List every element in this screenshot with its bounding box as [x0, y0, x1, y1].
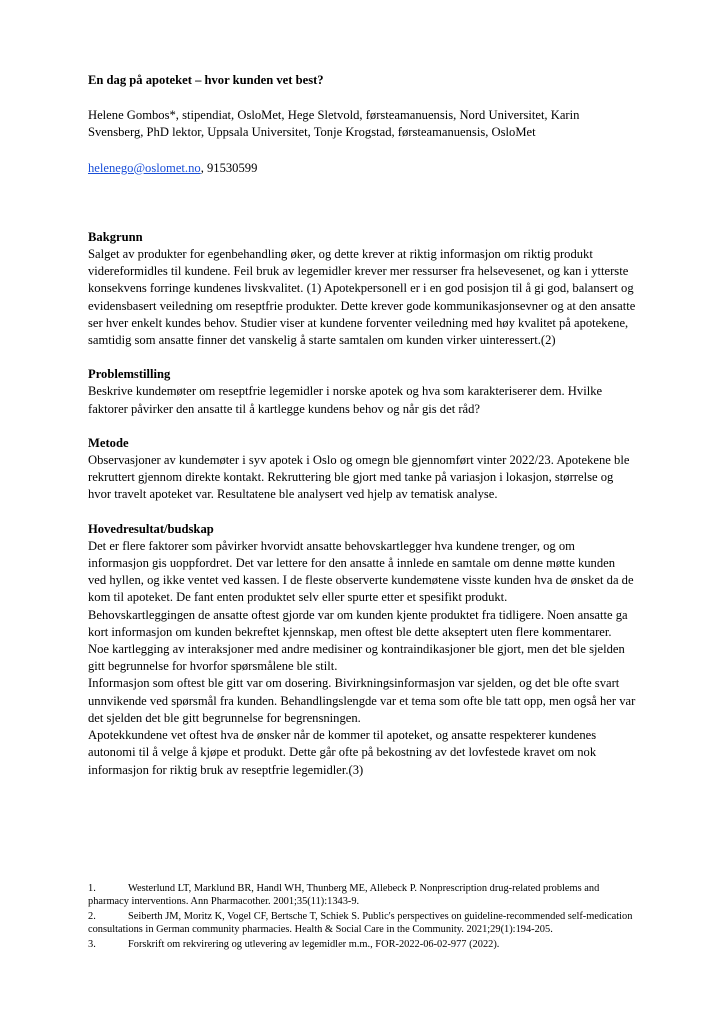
section-paragraph: Salget av produkter for egenbehandling øker, og dette krever at riktig informasjon om riktig produkt videreformidles til kundene. Feil bruk av legemidler krever mer ressurser fra helsevesenet, og kan i ytterste konsekvens forringe kundenes livskvalitet. (1) Apotekpersonell er i en god posisjon til å gi god, balansert og evidensbasert veiledning om reseptfrie produkter. Dette krever gode kommunikasjonsevner og at den ansatte ser hver enkelt kundes behov. Studier viser at kundene forventer veiledning med høy kvalitet på apotekene, samtidig som ansatte finner det vanskelig å starte samtalen om kunden virker uinteressert.(2)	[88, 247, 636, 348]
section-paragraph: Behovskartleggingen de ansatte oftest gjorde var om kunden kjente produktet fra tidligere. Noen ansatte ga kort informasjon om kunden bekreftet kjennskap, men oftest ble dette akseptert uten flere kommentarer.	[88, 607, 628, 639]
phone-number: , 91530599	[200, 160, 258, 175]
section-paragraph: Beskrive kundemøter om reseptfrie legemidler i norske apotek og hva som karakteriserer dem. Hvilke faktorer påvirker den ansatte til å kartlegge kundens behov og når gis det råd?	[88, 384, 603, 416]
reference-item	[88, 938, 636, 951]
email-link[interactable]: helenego@oslomet.no	[88, 160, 201, 175]
section-hovedresultat	[88, 521, 636, 779]
reference-text: Forskrift om rekvirering og utlevering av legemidler m.m., FOR-2022-06-02-977 (2022).	[128, 938, 500, 950]
reference-text: Westerlund LT, Marklund BR, Handl WH, Thunberg ME, Allebeck P. Nonprescription drug-related problems and pharmacy interventions. Ann Pharmacother. 2001;35(11):1343-9.	[88, 883, 600, 908]
reference-number: 2.	[88, 910, 96, 922]
section-paragraph: Informasjon som oftest ble gitt var om dosering. Bivirkningsinformasjon var sjelden, og det ble ofte svart unnvikende ved spørsmål fra kunden. Behandlingslengde var et tema som ofte ble tatt opp, men også her var det sjelden det ble gitt begrunnelse for begrensningen.	[88, 676, 636, 725]
section-metode	[88, 435, 636, 504]
section-paragraph: Apotekkundene vet oftest hva de ønsker når de kommer til apoteket, og ansatte respekterer kundenes autonomi til å velge å kjøpe et produkt. Dette går ofte på bekostning av det lovfestede kravet om nok informasjon for riktig bruk av reseptfrie legemidler.(3)	[88, 728, 597, 777]
section-paragraph: Det er flere faktorer som påvirker hvorvidt ansatte behovskartlegger hva kundene trenger, og om informasjon gis uoppfordret. Det var lettere for den ansatte å innlede en samtale om denne møtte kunden ved hyllen, og ikke ventet ved kassen. I de fleste observerte kundemøtene visste kunden hva de ønsket da de kom til apoteket. De fant enten produktet selv eller spurte etter et spesifikt produkt.	[88, 538, 634, 605]
section-heading: Hovedresultat/budskap	[88, 521, 214, 536]
abstract-title: En dag på apoteket – hvor kunden vet best?	[88, 73, 324, 87]
reference-item	[88, 882, 636, 909]
reference-number: 3.	[88, 938, 96, 950]
reference-list	[88, 882, 636, 952]
section-bakgrunn	[88, 229, 636, 349]
reference-item	[88, 910, 636, 937]
section-paragraph: Observasjoner av kundemøter i syv apotek i Oslo og omegn ble gjennomført vinter 2022/23. Apotekene ble rekruttert gjennom direkte kontakt. Rekruttering ble gjort med tanke på variasjon i lokasjon, størrelse og hvor travelt apoteket var. Resultatene ble analysert ved hjelp av tematisk analyse.	[88, 453, 630, 502]
section-paragraph: Noe kartlegging av interaksjoner med andre medisiner og kontraindikasjoner ble gjort, men det ble sjelden gitt begrunnelse for hvorfor spørsmålene ble stilt.	[88, 642, 625, 674]
author-list: Helene Gombos*, stipendiat, OsloMet, Hege Sletvold, førsteamanuensis, Nord Universitet, Karin Svensberg, PhD lektor, Uppsala Universitet, Tonje Krogstad, førsteamanuensis, OsloMet	[88, 108, 580, 140]
reference-text: Seiberth JM, Moritz K, Vogel CF, Bertsche T, Schiek S. Public's perspectives on guideline-recommended self-medication consultations in German community pharmacies. Health & Social Care in the Community. 2021;29(1):194-205.	[88, 910, 633, 936]
reference-number: 1.	[88, 883, 96, 894]
section-heading: Bakgrunn	[88, 229, 143, 244]
abstract-body	[88, 72, 636, 779]
section-heading: Metode	[88, 435, 129, 450]
section-heading: Problemstilling	[88, 367, 171, 382]
section-problemstilling	[88, 366, 636, 418]
contact-line	[88, 160, 636, 177]
